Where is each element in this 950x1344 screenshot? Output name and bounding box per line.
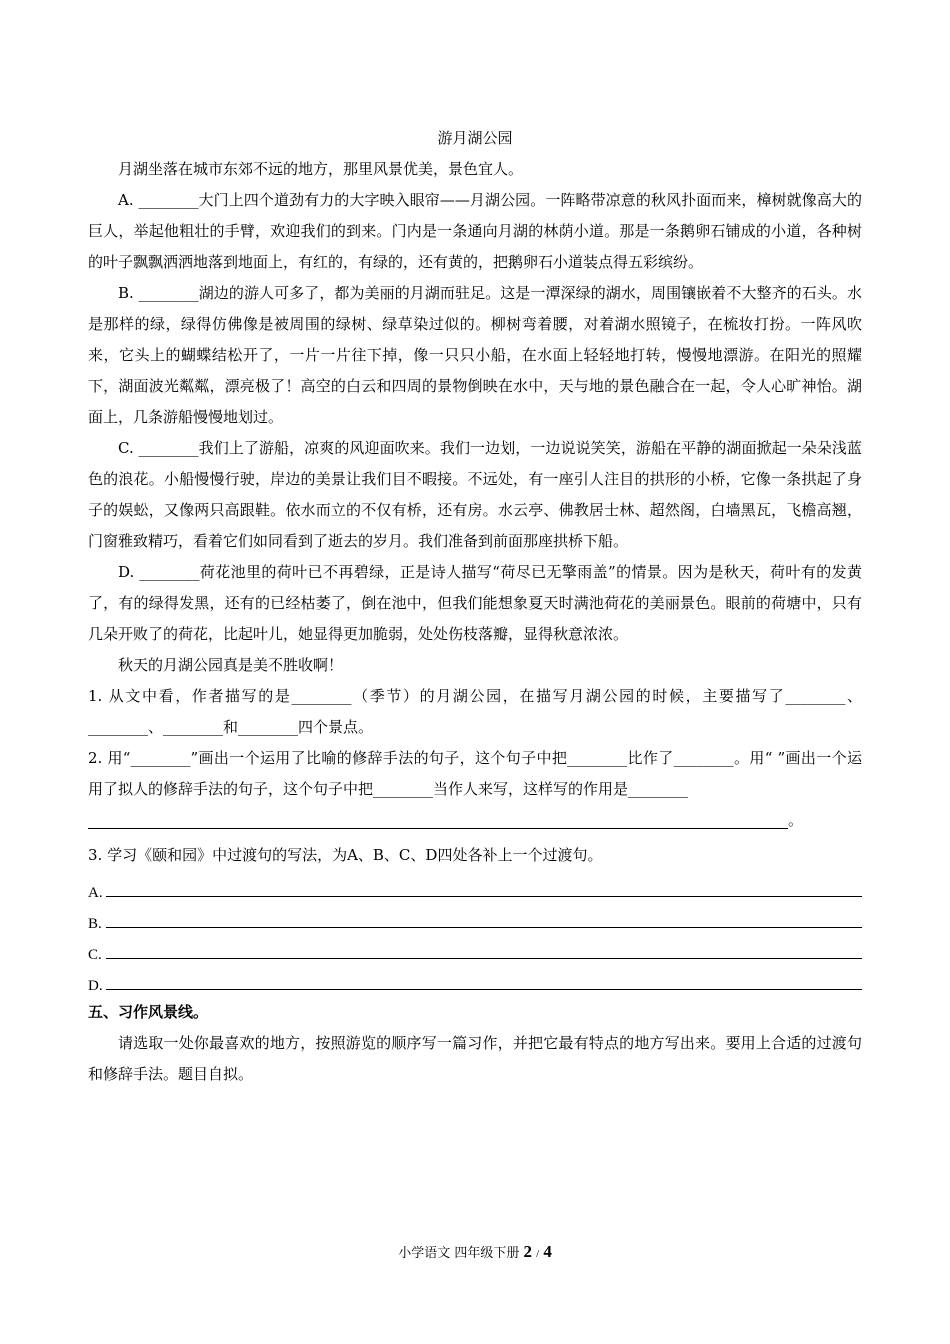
answer-line-a[interactable] [106,874,862,897]
answer-row-b [88,902,862,933]
answer-label-c: C. [88,947,102,963]
question-3: 3. 学习《颐和园》中过渡句的写法，为A、B、C、D四处各补上一个过渡句。 [88,846,603,864]
answer-line-c[interactable] [106,936,862,959]
question-2-answer-line [88,805,862,836]
answer-row-a [88,871,862,902]
section-5-heading: 五、习作风景线。 [88,1003,209,1021]
passage-title: 游月湖公园 [437,129,513,147]
section-5-prompt: 请选取一处你最喜欢的地方，按照游览的顺序写一篇习作，并把它最有特点的地方写出来。要用上合适的过渡句和修辞手法。题目自拟。 [88,1034,862,1083]
answer-row-c [88,933,862,964]
question-2 [88,743,862,805]
answer-underline[interactable] [88,810,788,829]
answer-line-b[interactable] [106,905,862,928]
intro-paragraph: 月湖坐落在城市东郊不远的地方，那里风景优美，景色宜人。 [118,160,524,178]
answer-label-a: A. [88,885,103,901]
footer-separator: / [536,1248,540,1260]
footer-total-pages: 4 [543,1242,552,1261]
page-footer [0,1242,950,1262]
answer-label-d: D. [88,978,103,994]
paragraph-b: B. ________湖边的游人可多了，都为美丽的月湖而驻足。这是一潭深绿的湖水，周围镶嵌着不大整齐的石头。水是那样的绿，绿得仿佛像是被周围的绿树、绿草染过似的。柳树弯着腰，对着湖水照镜子，在梳妆打扮。一阵风吹来，它头上的蝴蝶结松开了，一片一片往下掉，像一只只小船，在水面上轻轻地打转，慢慢地漂游。在阳光的照耀下，湖面波光粼粼，漂亮极了！高空的白云和四周的景物倒映在水中，天与地的景色融合在一起，令人心旷神怡。湖面上，几条游船慢慢地划过。 [88,284,862,426]
content-area [88,126,862,1090]
footer-subject: 小学语文 四年级下册 [398,1246,520,1261]
paragraph-c: C. ________我们上了游船，凉爽的风迎面吹来。我们一边划，一边说说笑笑，游船在平静的湖面掀起一朵朵浅蓝色的浪花。小船慢慢行驶，岸边的美景让我们目不暇接。不远处，有一座引人注目的拱形的小桥，它像一条拱起了身子的娱蚣，又像两只高跟鞋。依水而立的不仅有桥，还有房。水云亭、佛教居士林、超然阁，白墙黑瓦，飞檐高翘，门窗雅致精巧，看着它们如同看到了逝去的岁月。我们准备到前面那座拱桥下船。 [88,439,862,550]
footer-page-number: 2 [523,1242,532,1261]
paragraph-a: A. ________大门上四个道劲有力的大字映入眼帘——月湖公园。一阵略带凉意的秋风扑面而来，樟树就像高大的巨人，举起他粗壮的手臂，欢迎我们的到来。门内是一条通向月湖的林荫小道。那是一条鹅卵石铺成的小道，各种树的叶子飘飘洒洒地落到地面上，有红的，有绿的，还有黄的，把鹅卵石小道装点得五彩缤纷。 [88,191,862,271]
closing-paragraph: 秋天的月湖公园真是美不胜收啊！ [118,656,344,674]
question-2-period: 。 [788,811,804,829]
question-1: 1. 从文中看，作者描写的是________（季节）的月湖公园，在描写月湖公园的时候，主要描写了________、________、________和________四个景点。 [88,687,862,736]
answer-label-b: B. [88,916,102,932]
paragraph-d: D. ________荷花池里的荷叶已不再碧绿，正是诗人描写“荷尽已无擎雨盖”的情景。因为是秋天，荷叶有的发黄了，有的绿得发黑，还有的已经枯萎了，倒在池中，但我们能想象夏天时满池荷花的美丽景色。眼前的荷塘中，只有几朵开败了的荷花，比起叶儿，她显得更加脆弱，处处伤枝落瓣，显得秋意浓浓。 [88,563,862,643]
answer-row-d [88,964,862,995]
question-2-text: 2. 用“________”画出一个运用了比喻的修辞手法的句子，这个句子中把________比作了________。用“ ”画出一个运用了拟人的修辞手法的句子，这个句子中把________当作人来写，这样写的作用是________ [88,749,862,798]
answer-line-d[interactable] [106,967,862,990]
